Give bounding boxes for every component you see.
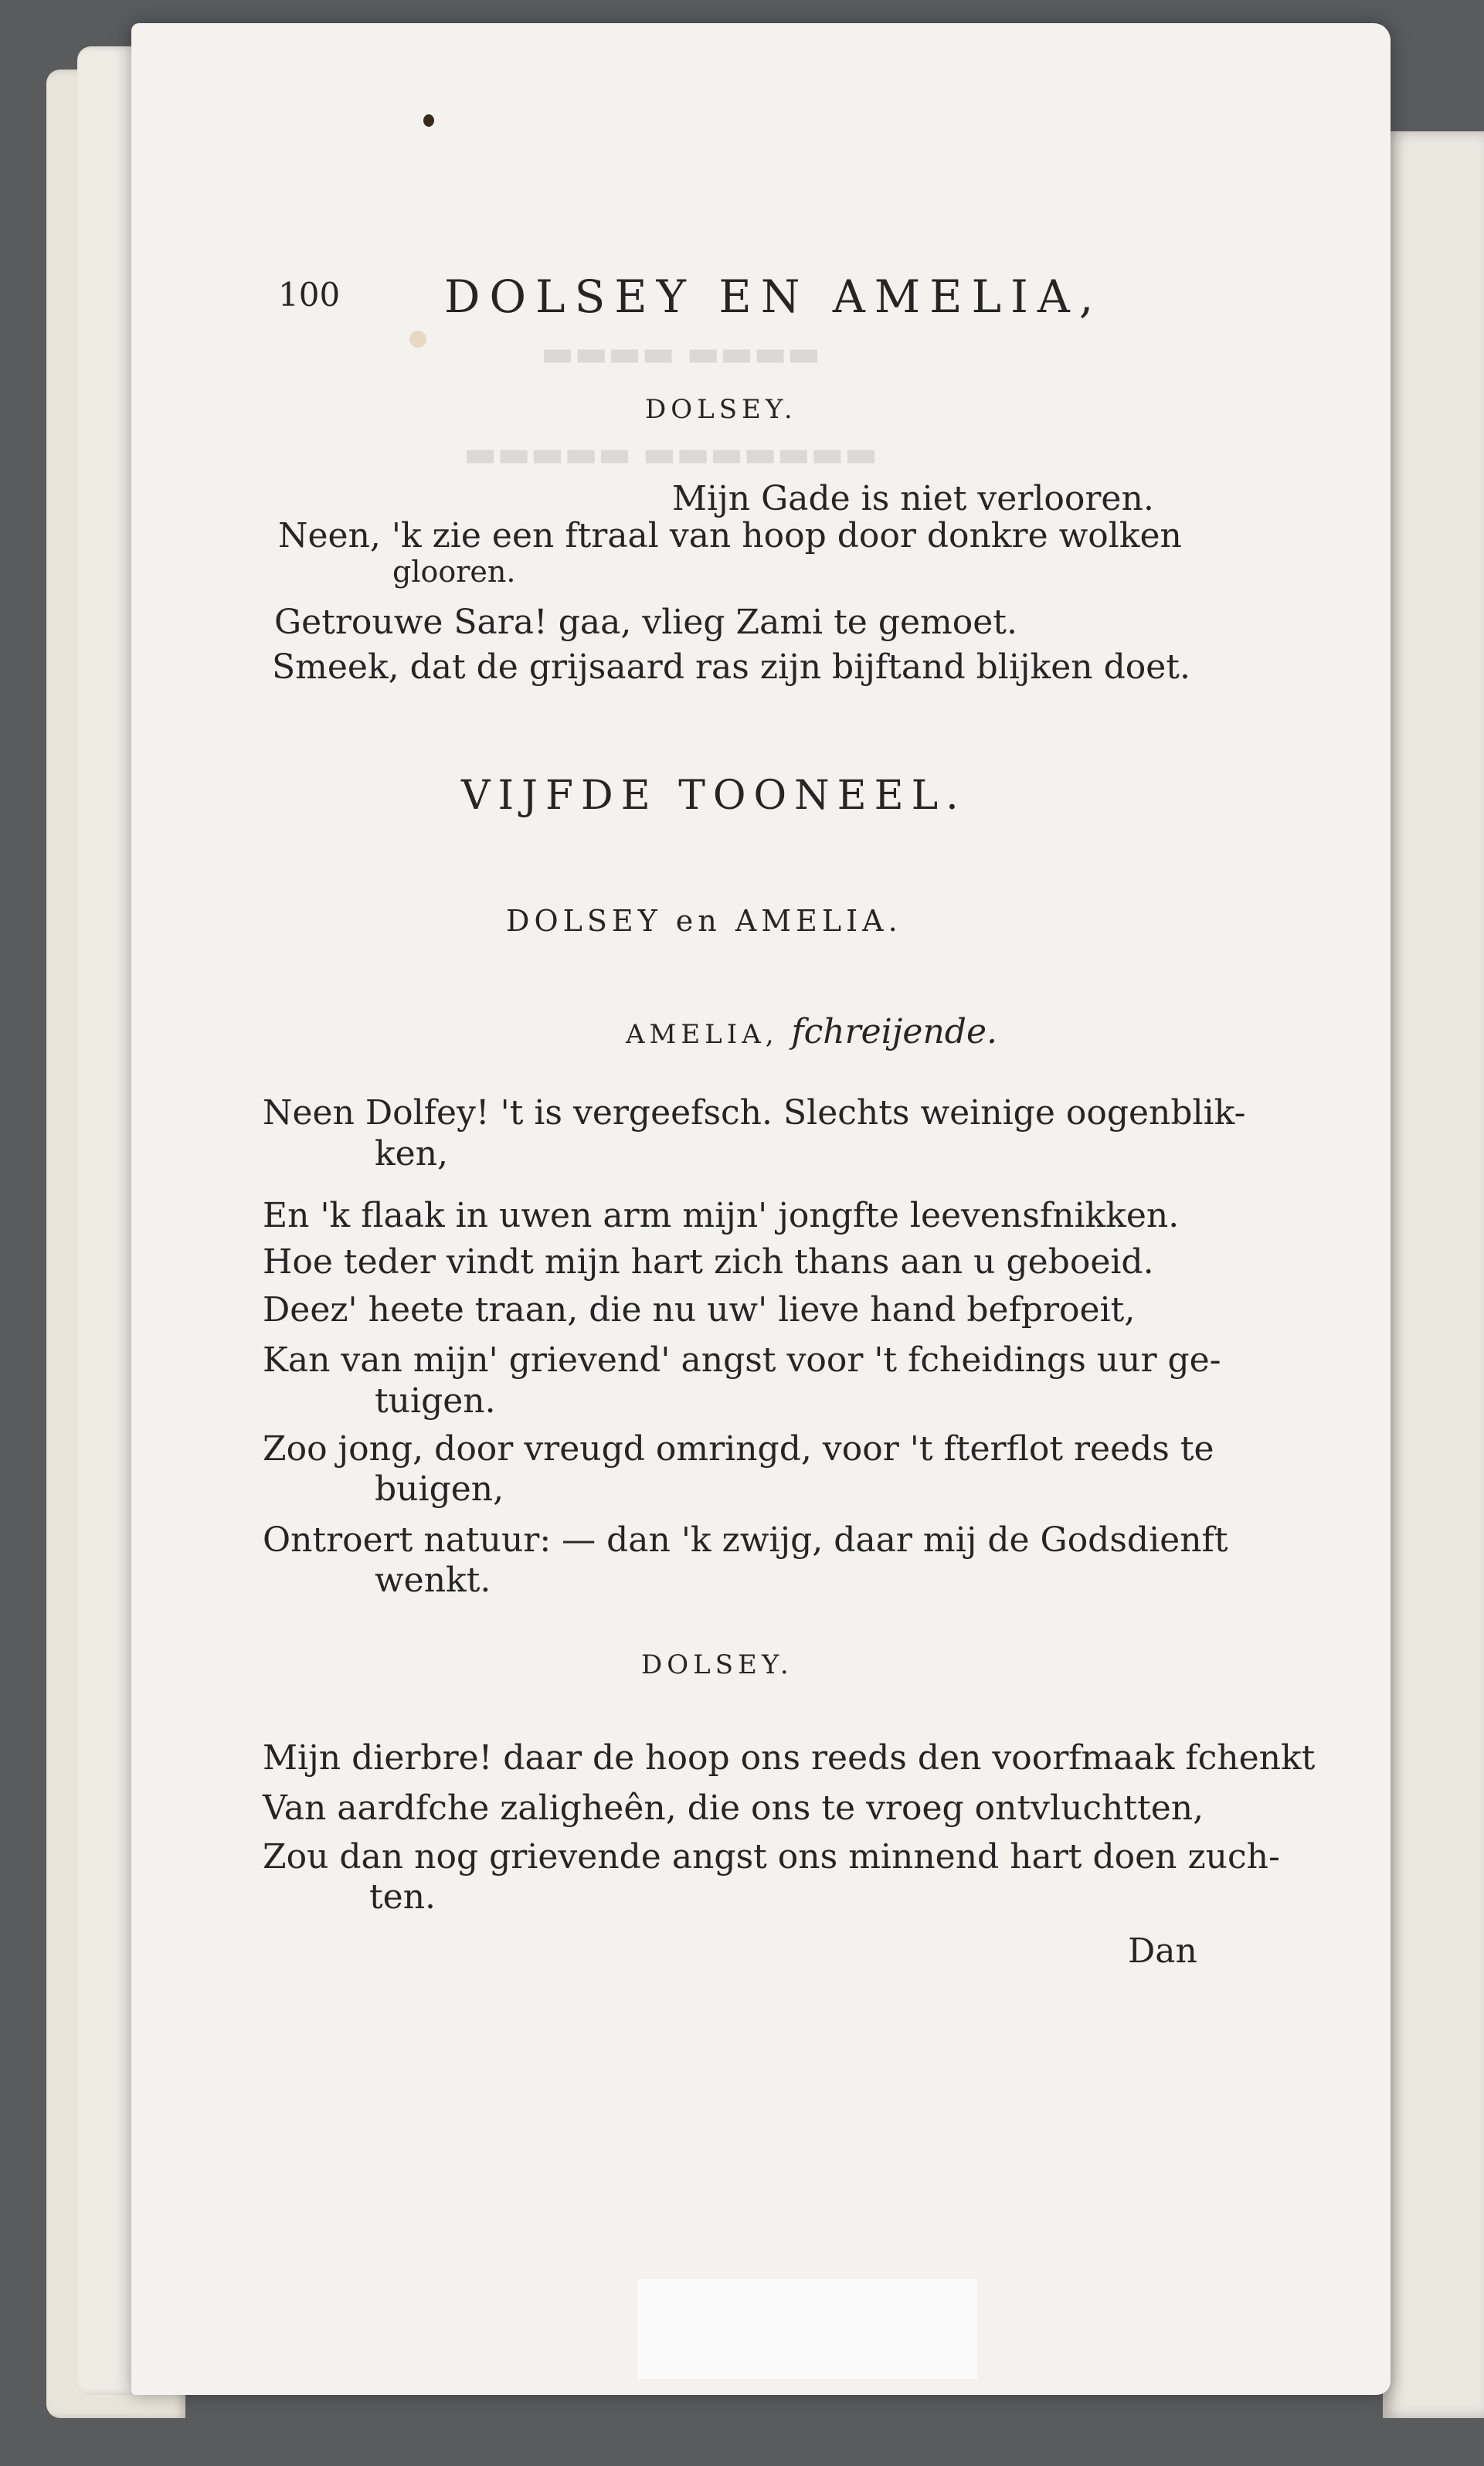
verse-continuation: wenkt.: [375, 1561, 491, 1600]
verse-line: Smeek, dat de grijsaard ras zijn bijftand blijken doet.: [272, 647, 1190, 687]
stain-spot: [409, 331, 426, 348]
speaker-label: [626, 1012, 997, 1051]
scene-heading: VIJFDE TOONEEL.: [461, 773, 966, 819]
cast-list: DOLSEY en AMELIA.: [506, 904, 902, 938]
paper-label: [637, 2279, 977, 2379]
verse-line: Mijn Gade is niet verlooren.: [672, 479, 1154, 518]
verse-line: Mijn dierbre! daar de hoop ons reeds den voorfmaak fchenkt: [263, 1738, 1316, 1778]
verse-continuation: tuigen.: [375, 1381, 496, 1421]
verse-continuation: ken,: [375, 1134, 449, 1174]
facing-page: [1383, 131, 1484, 2418]
verse-line: Neen Dolfey! 't is vergeefsch. Slechts weinige oogenblik-: [263, 1093, 1246, 1133]
page-number: 100: [278, 276, 341, 314]
verse-continuation: buigen,: [375, 1469, 504, 1509]
running-head: DOLSEY EN AMELIA,: [444, 270, 1103, 323]
ink-spot: [423, 114, 434, 127]
verse-line: Van aardfche zaligheên, die ons te vroeg ontvluchtten,: [263, 1788, 1204, 1828]
verse-line: Deez' heete traan, die nu uw' lieve hand befproeit,: [263, 1290, 1136, 1330]
verse-line: En 'k flaak in uwen arm mijn' jongfte leevensfnikken.: [263, 1196, 1180, 1235]
verse-line: Kan van mijn' grievend' angst voor 't fcheidings uur ge-: [263, 1340, 1221, 1380]
speaker-label: DOLSEY.: [641, 1649, 793, 1680]
verse-continuation: ten.: [369, 1877, 436, 1917]
bleed-through-text: ▬▬▬▬ ▬▬▬▬: [541, 332, 821, 374]
stage-direction: fchreijende.: [791, 1012, 997, 1051]
speaker-label: DOLSEY.: [645, 394, 797, 425]
verse-line: Ontroert natuur: — dan 'k zwijg, daar mij de Godsdienft: [263, 1520, 1228, 1560]
verse-line: Getrouwe Sara! gaa, vlieg Zami te gemoet.: [274, 603, 1017, 642]
speaker-name: AMELIA,: [626, 1019, 779, 1050]
bleed-through-text: ▬▬▬▬▬ ▬▬▬▬▬▬▬: [464, 433, 878, 474]
verse-line: Zoo jong, door vreugd omringd, voor 't fterflot reeds te: [263, 1429, 1214, 1469]
verse-line: Neen, 'k zie een ftraal van hoop door donkre wolken: [278, 516, 1182, 555]
verse-continuation: glooren.: [392, 555, 516, 589]
verse-line: Hoe teder vindt mijn hart zich thans aan u geboeid.: [263, 1242, 1154, 1282]
verse-line: Zou dan nog grievende angst ons minnend hart doen zuch-: [263, 1837, 1280, 1877]
catchword: Dan: [1128, 1931, 1197, 1971]
